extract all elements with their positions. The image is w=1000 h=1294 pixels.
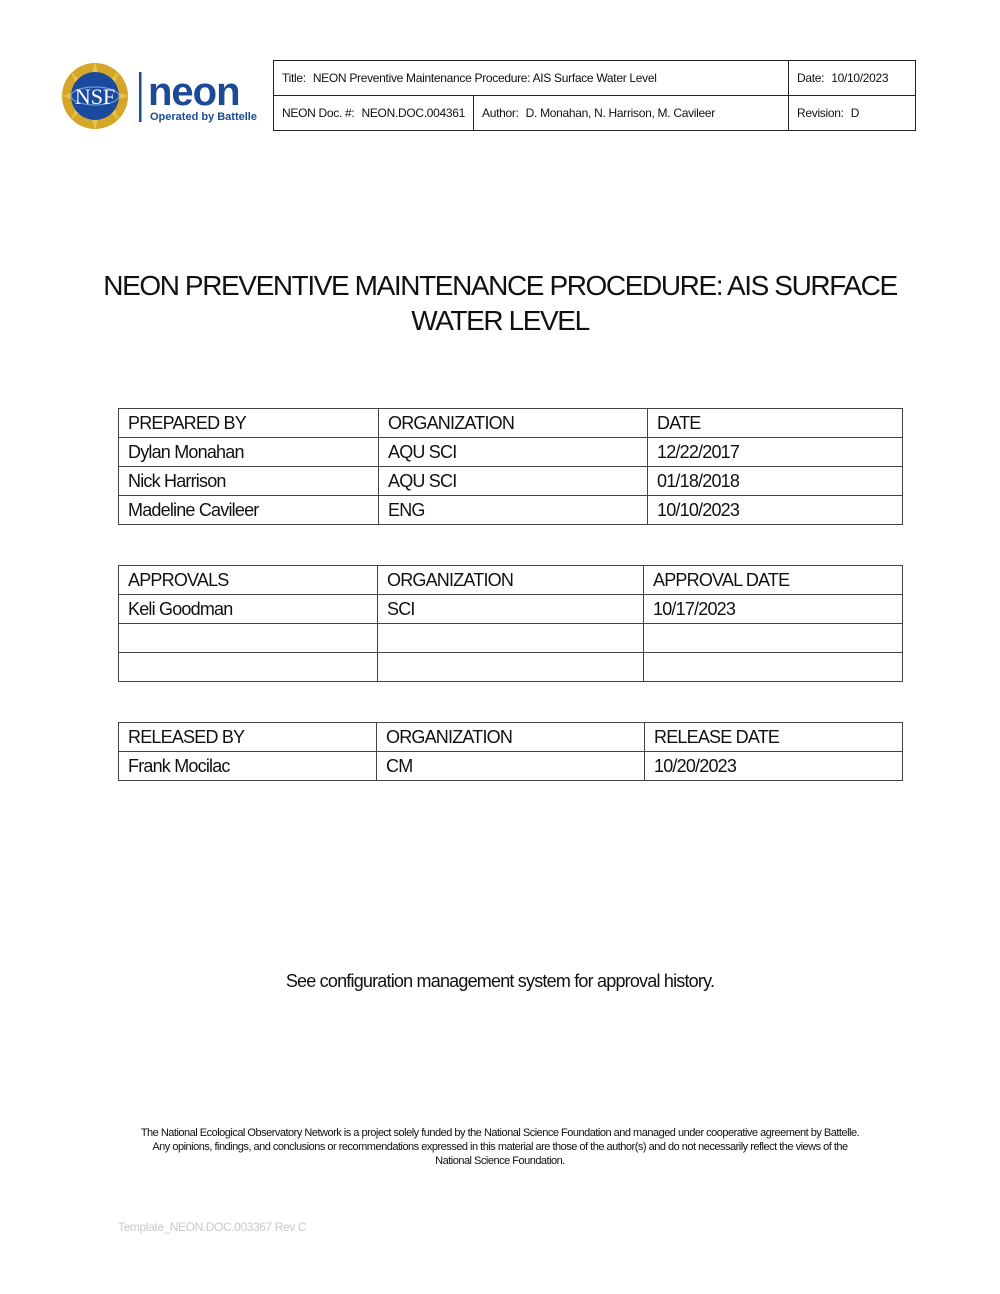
table-cell: 10/20/2023	[645, 752, 903, 781]
table-cell: 10/17/2023	[644, 595, 903, 624]
header-revision-label: Revision:	[797, 106, 844, 120]
disclaimer-line: Any opinions, findings, and conclusions or recommendations expressed in this material are those of the author(s) and do not necessarily reflect the views of the	[152, 1141, 848, 1153]
header-doc-label: NEON Doc. #:	[282, 106, 355, 120]
header-author-cell	[474, 96, 789, 131]
table-header-row	[119, 566, 903, 595]
header-date-value: 10/10/2023	[831, 71, 889, 85]
table-row	[119, 467, 903, 496]
header-doc-value: NEON.DOC.004361	[361, 106, 466, 120]
header-date-label: Date:	[797, 71, 825, 85]
table-cell: CM	[377, 752, 645, 781]
table-header-cell: RELEASE DATE	[645, 723, 903, 752]
table-header-cell: PREPARED BY	[119, 409, 379, 438]
table-cell: AQU SCI	[379, 467, 648, 496]
disclaimer-line: The National Ecological Observatory Network is a project solely funded by the National Science Foundation and managed under cooperative agreement by Battelle.	[140, 1127, 860, 1139]
table-cell: SCI	[378, 595, 644, 624]
brand-wordmark: neon	[148, 70, 240, 114]
document-title	[100, 268, 900, 338]
header-date-cell	[789, 61, 916, 96]
nsf-seal-icon	[61, 62, 129, 130]
table-header-cell: DATE	[648, 409, 903, 438]
table-cell: 12/22/2017	[648, 438, 903, 467]
disclaimer-line: National Science Foundation.	[435, 1155, 565, 1167]
table-header-row	[119, 409, 903, 438]
document-title-line1: NEON PREVENTIVE MAINTENANCE PROCEDURE: AIS SURFACE	[103, 270, 897, 301]
table-cell	[378, 624, 644, 653]
table-row	[119, 438, 903, 467]
table-cell: Nick Harrison	[119, 467, 379, 496]
table-row	[119, 653, 903, 682]
table-cell: ENG	[379, 496, 648, 525]
header-revision-cell	[789, 96, 916, 131]
brand-tagline: Operated by Battelle	[150, 111, 257, 123]
table-cell	[644, 624, 903, 653]
config-management-note: See configuration management system for approval history.	[285, 971, 715, 991]
logo-graphic	[60, 62, 270, 130]
funding-disclaimer	[110, 1126, 890, 1168]
table-cell: Dylan Monahan	[119, 438, 379, 467]
table-cell: AQU SCI	[379, 438, 648, 467]
prepared-by-table	[118, 408, 903, 525]
table-row	[119, 595, 903, 624]
header-doc-cell	[274, 96, 474, 131]
table-header-cell: RELEASED BY	[119, 723, 377, 752]
table-header-cell: APPROVAL DATE	[644, 566, 903, 595]
document-header-table	[273, 60, 916, 131]
table-row	[119, 752, 903, 781]
table-row	[119, 496, 903, 525]
header-author-label: Author:	[482, 106, 519, 120]
table-cell: Madeline Cavileer	[119, 496, 379, 525]
table-header-cell: APPROVALS	[119, 566, 378, 595]
header-title-label: Title:	[282, 71, 306, 85]
neon-nsf-logo	[60, 62, 270, 130]
table-cell: 10/10/2023	[648, 496, 903, 525]
header-title-value: NEON Preventive Maintenance Procedure: AIS Surface Water Level	[312, 71, 657, 85]
header-title-cell	[274, 61, 789, 96]
released-by-table	[118, 722, 903, 781]
table-row	[119, 624, 903, 653]
table-header-cell: ORGANIZATION	[378, 566, 644, 595]
seal-text: NSF	[74, 84, 116, 109]
header-author-value: D. Monahan, N. Harrison, M. Cavileer	[525, 106, 715, 120]
table-header-cell: ORGANIZATION	[377, 723, 645, 752]
approvals-table	[118, 565, 903, 682]
table-header-cell: ORGANIZATION	[379, 409, 648, 438]
document-title-line2: WATER LEVEL	[411, 305, 589, 336]
table-cell	[378, 653, 644, 682]
table-cell: Keli Goodman	[119, 595, 378, 624]
table-cell	[119, 653, 378, 682]
table-cell	[119, 624, 378, 653]
table-header-row	[119, 723, 903, 752]
header-revision-value: D	[850, 106, 860, 120]
table-cell: 01/18/2018	[648, 467, 903, 496]
table-cell	[644, 653, 903, 682]
template-id: Template_NEON.DOC.003367 Rev C	[118, 1220, 307, 1234]
table-cell: Frank Mocilac	[119, 752, 377, 781]
